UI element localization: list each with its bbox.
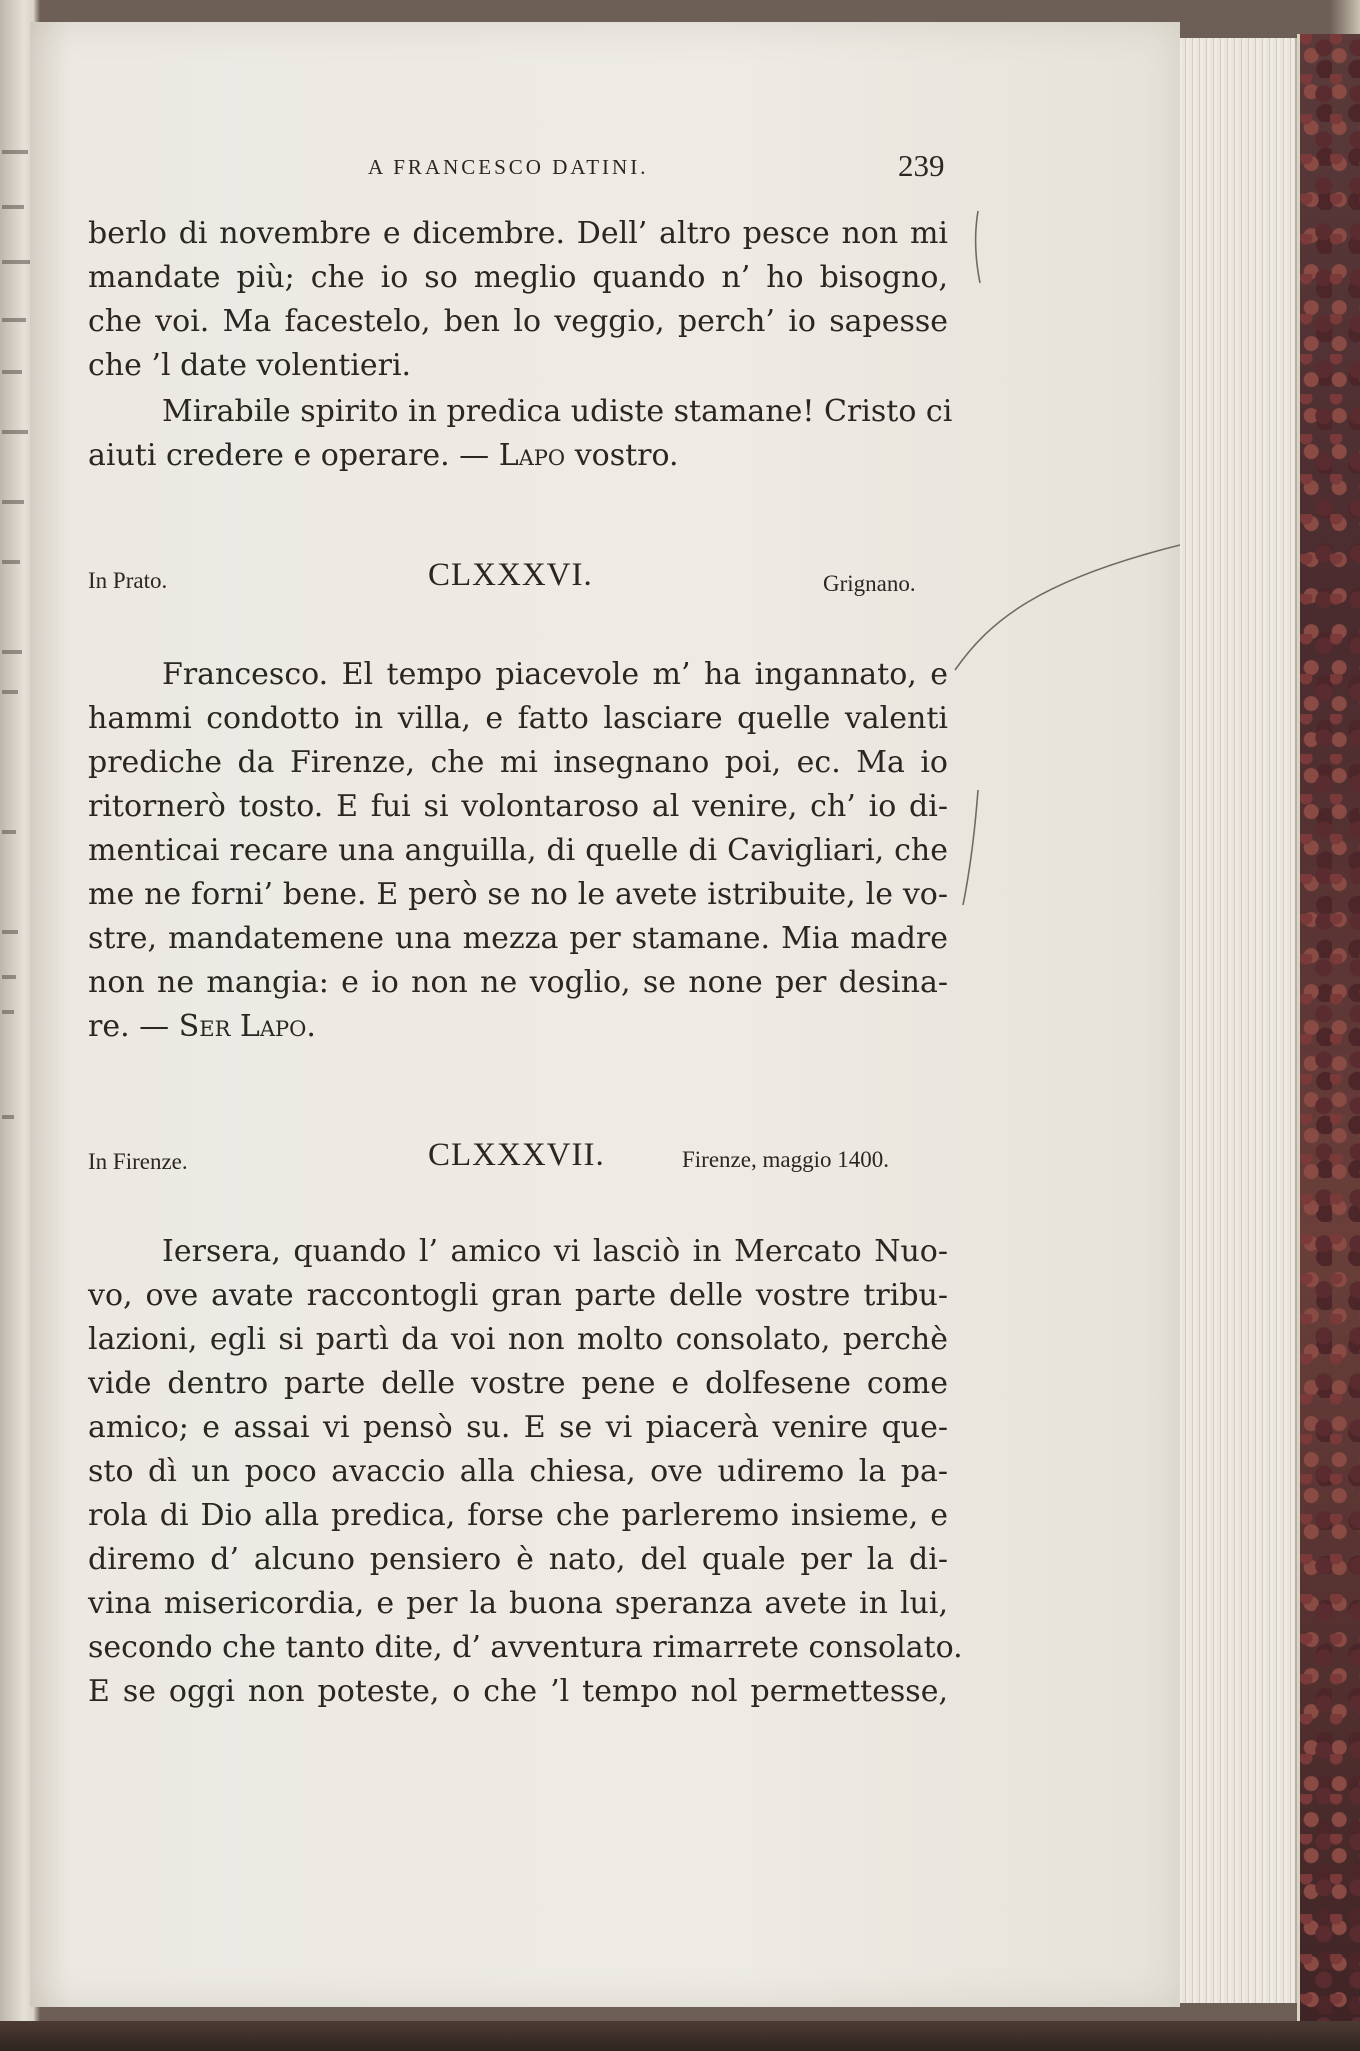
letter-from: In Prato. bbox=[88, 568, 168, 593]
letter-number: CLXXXVI. bbox=[428, 557, 593, 593]
text-line: mandate più; che io so meglio quando n’ ho bisogno, bbox=[88, 260, 948, 295]
letter-place: Grignano. bbox=[823, 571, 916, 596]
text-line: prediche da Firenze, che mi insegnano poi, ec. Ma io bbox=[88, 745, 948, 780]
facing-page-text-fragment bbox=[2, 150, 28, 154]
facing-page-text-fragment bbox=[2, 690, 18, 694]
text-line: Iersera, quando l’ amico vi lasciò in Mercato Nuo- bbox=[162, 1234, 948, 1269]
text-line: Francesco. El tempo piacevole m’ ha ingannato, e bbox=[162, 657, 948, 692]
text-line: che ’l date volentieri. bbox=[88, 348, 412, 383]
text-line: E se oggi non poteste, o che ’l tempo nol permettesse, bbox=[88, 1674, 948, 1709]
text-line-signature bbox=[88, 434, 948, 478]
facing-page-text-fragment bbox=[2, 930, 18, 934]
bottom-binding-shadow bbox=[0, 2021, 1360, 2051]
signature: Ser Lapo. bbox=[178, 1009, 316, 1044]
text-line: vina misericordia, e per la buona speranza avete in lui, bbox=[88, 1586, 948, 1621]
facing-page-text-fragment bbox=[2, 370, 22, 374]
text-line: sto dì un poco avaccio alla chiesa, ove udiremo la pa- bbox=[88, 1454, 948, 1489]
facing-page-text-fragment bbox=[2, 1115, 14, 1119]
text-line: lazioni, egli si partì da voi non molto consolato, perchè bbox=[88, 1322, 948, 1357]
facing-page-text-fragment bbox=[2, 260, 30, 264]
facing-page-text-fragment bbox=[2, 430, 28, 434]
facing-page-text-fragment bbox=[2, 318, 26, 322]
page-number: 239 bbox=[898, 148, 945, 183]
text-line: ritornerò tosto. E fui si volontaroso al venire, ch’ io di- bbox=[88, 789, 948, 824]
running-head: A FRANCESCO DATINI. bbox=[368, 155, 649, 179]
signature: Lapo bbox=[498, 438, 566, 473]
letter-place-date: Firenze, maggio 1400. bbox=[682, 1147, 889, 1172]
text-span: vostro. bbox=[565, 438, 679, 473]
text-line: vo, ove avate raccontogli gran parte delle vostre tribu- bbox=[88, 1278, 948, 1313]
text-line: non ne mangia: e io non ne voglio, se none per desina- bbox=[88, 965, 948, 1000]
text-line-signature bbox=[88, 1005, 948, 1049]
text-span: aiuti credere e operare. — bbox=[88, 438, 499, 473]
text-line: Mirabile spirito in predica udiste stamane! Cristo ci bbox=[162, 394, 953, 429]
text-span: re. — bbox=[88, 1009, 179, 1044]
facing-page-edge bbox=[0, 0, 34, 2051]
text-line: hammi condotto in villa, e fatto lasciare quelle valenti bbox=[88, 701, 948, 736]
letter-from: In Firenze. bbox=[88, 1149, 188, 1174]
facing-page-text-fragment bbox=[2, 560, 20, 564]
facing-page-text-fragment bbox=[2, 830, 16, 834]
facing-page-text-fragment bbox=[2, 650, 22, 654]
facing-page-text-fragment bbox=[2, 975, 16, 979]
marbled-book-cover bbox=[1297, 34, 1360, 2024]
text-line: menticai recare una anguilla, di quelle di Cavigliari, che bbox=[88, 833, 948, 868]
text-line: secondo che tanto dite, d’ avventura rimarrete consolato. bbox=[88, 1630, 963, 1665]
facing-page-text-fragment bbox=[2, 1010, 14, 1014]
text-line: che voi. Ma facestelo, ben lo veggio, perch’ io sapesse bbox=[88, 304, 948, 339]
facing-page-text-fragment bbox=[2, 500, 24, 504]
text-line: me ne forni’ bene. E però se no le avete istribuite, le vo- bbox=[88, 877, 948, 912]
text-line: amico; e assai vi pensò su. E se vi piacerà venire que- bbox=[88, 1410, 948, 1445]
text-line: rola di Dio alla predica, forse che parleremo insieme, e bbox=[88, 1498, 948, 1533]
text-line: vide dentro parte delle vostre pene e dolfesene come bbox=[88, 1366, 948, 1401]
facing-page-text-fragment bbox=[2, 205, 24, 209]
text-line: stre, mandatemene una mezza per stamane. Mia madre bbox=[88, 921, 948, 956]
text-line: diremo d’ alcuno pensiero è nato, del quale per la di- bbox=[88, 1542, 948, 1577]
text-line: berlo di novembre e dicembre. Dell’ altro pesce non mi bbox=[88, 216, 948, 251]
page-stack-edges bbox=[1175, 38, 1297, 2003]
letter-number: CLXXXVII. bbox=[428, 1137, 605, 1173]
